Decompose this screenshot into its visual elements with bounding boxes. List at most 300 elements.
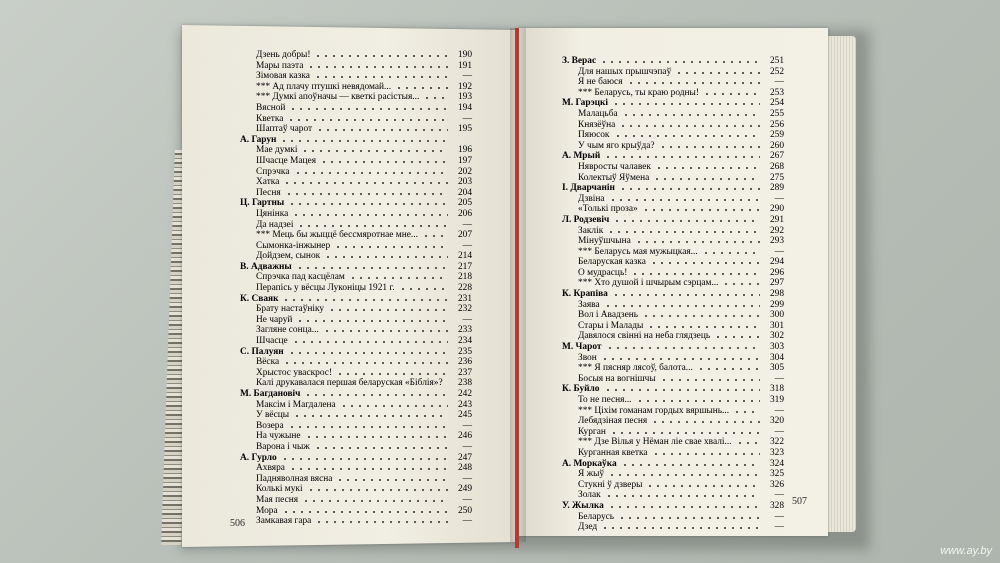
toc-entry-title: Заклік xyxy=(578,225,604,236)
toc-entry-row xyxy=(240,421,472,432)
toc-entry-title: Замкавая гара xyxy=(256,516,312,527)
dot-leader xyxy=(613,220,760,222)
dot-leader xyxy=(423,97,448,99)
toc-page-number: — xyxy=(462,219,472,230)
toc-entry-row xyxy=(240,304,472,315)
dot-leader xyxy=(608,474,760,476)
toc-entry-title: Беларусь xyxy=(578,511,615,522)
toc-entry-title: Я жыў xyxy=(578,469,605,480)
toc-author-name: М. Багдановіч xyxy=(240,389,301,399)
toc-page-number: 326 xyxy=(769,479,784,490)
toc-entry-title: *** Дзе Вілья у Нёман ліе свае хвалі... xyxy=(578,437,732,448)
dot-leader xyxy=(297,225,448,227)
toc-entry-title: Не чаруй xyxy=(256,314,293,325)
toc-entry-title: Дойдзем, сынок xyxy=(256,251,321,262)
toc-entry-row xyxy=(240,272,472,283)
dot-leader xyxy=(336,373,448,375)
dot-leader xyxy=(607,231,760,233)
toc-entry-row xyxy=(240,431,472,442)
toc-page-number: 297 xyxy=(769,278,784,289)
toc-entry-title: Спрэчка пад касцёлам xyxy=(256,272,345,283)
toc-entry-row xyxy=(562,236,784,247)
dot-leader xyxy=(631,273,760,275)
toc-entry-row xyxy=(562,437,784,448)
toc-entry-title: На чужыне xyxy=(256,431,301,442)
toc-author-row xyxy=(562,384,784,395)
toc-entry-title: Босыя на вогнішчы xyxy=(578,373,656,384)
dot-leader xyxy=(292,341,448,343)
toc-page-number: 192 xyxy=(457,81,472,92)
toc-page-number: 259 xyxy=(769,130,784,141)
left-toc xyxy=(240,50,472,527)
dot-leader xyxy=(328,309,448,311)
toc-page-number: — xyxy=(462,516,472,527)
dot-leader xyxy=(675,72,760,74)
toc-entry-title: Хрыстос уваскрос! xyxy=(256,367,333,378)
dot-leader xyxy=(733,411,760,413)
toc-page-number: 249 xyxy=(457,484,472,495)
toc-author-name: К. Крапіва xyxy=(562,289,608,300)
toc-author-name: М. Чарот xyxy=(562,342,602,353)
toc-entry-title: Вёска xyxy=(256,357,280,368)
dot-leader xyxy=(324,256,448,258)
toc-entry-row xyxy=(562,321,784,332)
toc-author-row xyxy=(240,198,472,209)
toc-author-name: У. Жылка xyxy=(562,500,604,511)
toc-entry-title: У вёсцы xyxy=(256,410,290,421)
toc-entry-title: То не песня... xyxy=(578,395,632,405)
toc-page-number: 233 xyxy=(457,325,472,336)
toc-page-number: 255 xyxy=(769,108,784,119)
toc-entry-title: Стары і Малады xyxy=(578,320,644,331)
toc-page-number: 246 xyxy=(457,431,472,442)
dot-leader xyxy=(652,453,760,455)
dot-leader xyxy=(627,82,760,84)
toc-entry-row xyxy=(240,325,472,336)
toc-entry-title: Шчасце xyxy=(256,336,288,347)
toc-author-name: М. Гарэцкі xyxy=(562,98,609,109)
toc-entry-row xyxy=(562,88,784,99)
toc-entry-row xyxy=(562,331,784,342)
toc-entry-title: Мае думкі xyxy=(256,145,298,156)
toc-entry-row xyxy=(562,204,784,215)
toc-entry-row xyxy=(240,114,472,125)
toc-page-number: — xyxy=(774,511,784,522)
dot-leader xyxy=(605,495,760,497)
dot-leader xyxy=(621,464,760,466)
dot-leader xyxy=(651,421,760,423)
toc-entry-row xyxy=(240,71,472,82)
toc-page-number: 234 xyxy=(457,336,472,347)
dot-leader xyxy=(609,199,760,201)
toc-page-number: 322 xyxy=(769,437,784,448)
toc-page-number: — xyxy=(774,193,784,204)
toc-entry-title: Да надзеі xyxy=(256,219,294,230)
dot-leader xyxy=(292,214,448,216)
toc-page-number: 236 xyxy=(457,357,472,368)
toc-page-number: 228 xyxy=(457,283,472,294)
dot-leader xyxy=(395,87,448,89)
toc-entry-row xyxy=(240,61,472,72)
toc-page-number: 203 xyxy=(457,177,472,188)
toc-page-number: — xyxy=(462,494,472,505)
toc-author-name: І. Дварчанін xyxy=(562,183,615,194)
toc-author-row xyxy=(240,294,472,305)
toc-page-number: 328 xyxy=(769,500,784,511)
toc-entry-title: *** Ціхім гоманам гордых вяршынь... xyxy=(578,405,730,416)
toc-entry-row xyxy=(562,162,784,173)
dot-leader xyxy=(320,161,448,163)
toc-page-number: 237 xyxy=(457,367,472,378)
dot-leader xyxy=(614,135,760,137)
toc-entry-row xyxy=(562,512,784,523)
toc-page-number: — xyxy=(462,240,472,251)
toc-entry-title: Вол і Авадзень xyxy=(578,310,639,321)
toc-entry-row xyxy=(240,484,472,495)
dot-leader xyxy=(653,178,760,180)
dot-leader xyxy=(604,389,760,391)
toc-entry-title: Вясной xyxy=(256,102,286,113)
toc-page-number: 217 xyxy=(457,261,472,272)
toc-entry-row xyxy=(562,363,784,374)
toc-entry-title: Мары паэта xyxy=(256,60,304,71)
toc-page-number: 296 xyxy=(769,267,784,278)
toc-entry-row xyxy=(240,220,472,231)
toc-author-name: А. Гурло xyxy=(240,452,277,463)
toc-entry-row xyxy=(562,109,784,120)
toc-page-number: 242 xyxy=(457,389,472,399)
toc-page-number: — xyxy=(774,426,784,437)
toc-page-number: 293 xyxy=(769,236,784,247)
toc-author-row xyxy=(562,501,784,512)
toc-page-number: 238 xyxy=(457,378,472,389)
toc-entry-title: Хатка xyxy=(256,177,280,188)
dot-leader xyxy=(606,347,760,349)
dot-leader xyxy=(722,283,760,285)
dot-leader xyxy=(714,336,760,338)
toc-page-number: 303 xyxy=(769,342,784,353)
dot-leader xyxy=(289,108,448,110)
dot-leader xyxy=(650,262,760,264)
toc-page-number: 205 xyxy=(457,198,472,209)
dot-leader xyxy=(612,103,760,105)
toc-author-row xyxy=(562,183,784,194)
toc-page-number: 298 xyxy=(769,289,784,300)
dot-leader xyxy=(601,527,760,529)
toc-page-number: 325 xyxy=(769,469,784,480)
toc-author-row xyxy=(562,289,784,300)
dot-leader xyxy=(301,150,448,152)
toc-page-number: 260 xyxy=(769,140,784,151)
dot-leader xyxy=(304,394,448,396)
toc-entry-row xyxy=(562,257,784,268)
dot-leader xyxy=(315,521,448,523)
toc-page-number: 323 xyxy=(769,447,784,458)
toc-page-number: 206 xyxy=(457,208,472,219)
toc-entry-title: Зімовая казка xyxy=(256,71,310,82)
toc-entry-title: *** Мець бы жыццё бессмяротнае мне... xyxy=(256,230,418,241)
toc-entry-title: Сымонка-інжынер xyxy=(256,240,331,251)
toc-page-number: 251 xyxy=(769,56,784,66)
toc-entry-title: Шаптаў чарот xyxy=(256,124,313,135)
toc-author-name: А. Гарун xyxy=(240,134,277,145)
toc-page-number: 256 xyxy=(769,119,784,130)
dot-leader xyxy=(336,479,448,481)
dot-leader xyxy=(305,436,448,438)
toc-page-number: — xyxy=(774,490,784,501)
dot-leader xyxy=(646,485,760,487)
toc-entry-title: Колькі мукі xyxy=(256,484,303,495)
toc-entry-title: Дзед xyxy=(578,522,598,533)
toc-page-number: — xyxy=(774,405,784,416)
dot-leader xyxy=(660,379,760,381)
toc-page-number: 196 xyxy=(457,145,472,156)
dot-leader xyxy=(314,447,448,449)
toc-entry-title: Цянінка xyxy=(256,208,289,219)
toc-page-number: 254 xyxy=(769,98,784,109)
toc-page-number: 232 xyxy=(457,304,472,315)
toc-entry-title: Песня xyxy=(256,187,281,198)
toc-page-number: 304 xyxy=(769,352,784,363)
toc-author-name: К. Буйло xyxy=(562,384,600,395)
page-edges xyxy=(826,36,856,532)
toc-entry-title: Дзвіна xyxy=(578,193,605,204)
toc-author-row xyxy=(240,347,472,358)
toc-entry-title: Малацьба xyxy=(578,108,618,119)
toc-entry-title: Золак xyxy=(578,490,601,501)
toc-author-row xyxy=(562,342,784,353)
toc-entry-title: Давялося свінні на неба глядзець xyxy=(578,331,711,342)
toc-entry-title: Варона і чыж xyxy=(256,441,310,452)
toc-page-number: — xyxy=(462,473,472,484)
toc-page-number: 245 xyxy=(457,410,472,421)
toc-entry-title: Максім і Магдалена xyxy=(256,399,336,410)
dot-leader xyxy=(288,426,448,428)
toc-entry-row xyxy=(562,374,784,385)
toc-entry-row xyxy=(240,177,472,188)
toc-entry-row xyxy=(562,67,784,78)
toc-entry-title: Перапісь у вёсцы Луконіцы 1921 г. xyxy=(256,283,395,294)
toc-page-number: 301 xyxy=(769,320,784,331)
dot-leader xyxy=(314,76,448,78)
toc-page-number: 320 xyxy=(769,416,784,427)
toc-entry-title: *** Беларусь мая мужыцкая... xyxy=(578,246,698,257)
dot-leader xyxy=(601,358,760,360)
toc-entry-row xyxy=(562,490,784,501)
toc-page-number: 218 xyxy=(457,272,472,283)
toc-entry-title: Нявросты чалавек xyxy=(578,161,651,172)
toc-entry-row xyxy=(240,251,472,262)
dot-leader xyxy=(655,167,760,169)
toc-entry-title: Колектыў Яўмена xyxy=(578,172,650,183)
toc-entry-title: Дзень добры! xyxy=(256,50,311,60)
dot-leader xyxy=(636,400,760,402)
toc-entry-title: «Толькі проза» xyxy=(578,204,638,215)
toc-author-name: Л. Родзевіч xyxy=(562,214,610,225)
dot-leader xyxy=(612,294,760,296)
dot-leader xyxy=(604,305,760,307)
dot-leader xyxy=(349,277,448,279)
toc-entry-title: Калі друкавалася першая беларуская «Біблія»? xyxy=(256,378,443,389)
dot-leader xyxy=(340,405,448,407)
dot-leader xyxy=(619,188,760,190)
dot-leader xyxy=(323,330,448,332)
toc-entry-row xyxy=(562,310,784,321)
toc-author-name: А. Мрый xyxy=(562,151,601,162)
toc-page-number: — xyxy=(462,441,472,452)
dot-leader xyxy=(642,209,760,211)
toc-page-number: 207 xyxy=(457,230,472,241)
toc-page-number: — xyxy=(774,246,784,257)
toc-entry-title: У чым яго крыўда? xyxy=(578,140,655,151)
toc-entry-title: *** Беларусь, ты краю родны! xyxy=(578,87,699,98)
dot-leader xyxy=(307,66,448,68)
dot-leader xyxy=(604,156,760,158)
toc-entry-title: Ахвяра xyxy=(256,463,285,474)
toc-page-number: 194 xyxy=(457,102,472,113)
toc-author-row xyxy=(240,389,472,400)
toc-entry-title: Мінуўшчына xyxy=(578,236,631,247)
toc-entry-row xyxy=(240,336,472,347)
dot-leader xyxy=(282,299,448,301)
toc-entry-row xyxy=(562,141,784,152)
toc-entry-title: О мудрасць! xyxy=(578,267,628,278)
toc-entry-title: Брату настаўніку xyxy=(256,304,325,315)
toc-entry-title: Князёўна xyxy=(578,119,616,130)
toc-entry-row xyxy=(240,124,472,135)
toc-entry-row xyxy=(562,120,784,131)
toc-page-number: 190 xyxy=(457,50,472,60)
toc-author-name: К. Сваяк xyxy=(240,293,279,304)
dot-leader xyxy=(610,432,760,434)
toc-author-name: З. Верас xyxy=(562,56,597,66)
toc-page-number: 247 xyxy=(457,452,472,463)
dot-leader xyxy=(447,383,448,385)
dot-leader xyxy=(619,125,760,127)
toc-page-number: 243 xyxy=(457,399,472,410)
toc-entry-row xyxy=(562,469,784,480)
dot-leader xyxy=(280,140,448,142)
toc-page-number: 291 xyxy=(769,214,784,225)
dot-leader xyxy=(289,468,448,470)
toc-author-name: Ц. Гартны xyxy=(240,198,285,209)
dot-leader xyxy=(281,458,448,460)
dot-leader xyxy=(296,267,448,269)
dot-leader xyxy=(697,368,760,370)
toc-page-number: 214 xyxy=(457,251,472,262)
toc-author-row xyxy=(562,98,784,109)
toc-page-number: 248 xyxy=(457,463,472,474)
toc-entry-row xyxy=(240,156,472,167)
toc-entry-row xyxy=(240,516,472,527)
toc-page-number: — xyxy=(774,373,784,384)
toc-entry-row xyxy=(240,463,472,474)
toc-page-number: — xyxy=(462,71,472,82)
toc-entry-row xyxy=(240,241,472,252)
toc-author-row xyxy=(562,459,784,470)
toc-entry-row xyxy=(240,442,472,453)
dot-leader xyxy=(287,119,448,121)
toc-entry-row xyxy=(240,495,472,506)
toc-entry-title: Шчасце Мацея xyxy=(256,155,317,166)
toc-page-number: 193 xyxy=(457,92,472,103)
toc-author-row xyxy=(562,56,784,67)
toc-author-row xyxy=(240,453,472,464)
dot-leader xyxy=(618,517,760,519)
toc-entry-row xyxy=(240,209,472,220)
toc-page-number: — xyxy=(462,420,472,431)
toc-entry-title: Беларуская казка xyxy=(578,257,646,268)
toc-entry-title: Курганная кветка xyxy=(578,447,648,458)
dot-leader xyxy=(622,114,760,116)
toc-entry-row xyxy=(562,226,784,237)
toc-page-number: 197 xyxy=(457,155,472,166)
toc-entry-row xyxy=(240,167,472,178)
toc-page-number: — xyxy=(774,77,784,88)
toc-page-number: 267 xyxy=(769,151,784,162)
dot-leader xyxy=(293,415,448,417)
right-toc xyxy=(562,56,784,533)
dot-leader xyxy=(399,288,448,290)
toc-entry-title: Кветка xyxy=(256,113,284,124)
toc-entry-row xyxy=(562,194,784,205)
toc-entry-row xyxy=(562,130,784,141)
toc-author-row xyxy=(240,262,472,273)
dot-leader xyxy=(307,489,448,491)
right-page-number: 507 xyxy=(792,496,807,507)
dot-leader xyxy=(283,182,448,184)
toc-entry-row xyxy=(240,145,472,156)
toc-page-number: — xyxy=(774,522,784,533)
toc-entry-row xyxy=(240,283,472,294)
toc-entry-row xyxy=(562,300,784,311)
dot-leader xyxy=(288,352,448,354)
dot-leader xyxy=(285,193,448,195)
toc-page-number: 231 xyxy=(457,293,472,304)
toc-page-number: 235 xyxy=(457,346,472,357)
toc-entry-row xyxy=(240,50,472,61)
toc-entry-row xyxy=(240,188,472,199)
toc-page-number: — xyxy=(462,314,472,325)
toc-entry-row xyxy=(240,400,472,411)
toc-page-number: 292 xyxy=(769,225,784,236)
left-page-number: 506 xyxy=(230,518,245,529)
toc-page-number: 202 xyxy=(457,166,472,177)
toc-page-number: 300 xyxy=(769,310,784,321)
toc-entry-row xyxy=(240,410,472,421)
dot-leader xyxy=(334,246,448,248)
toc-entry-row xyxy=(562,278,784,289)
toc-page-number: 252 xyxy=(769,66,784,77)
toc-entry-row xyxy=(562,522,784,533)
toc-author-name: С. Палуян xyxy=(240,346,284,357)
dot-leader xyxy=(316,129,448,131)
toc-entry-row xyxy=(240,506,472,517)
toc-entry-title: *** Я пясняр лясоў, балота... xyxy=(578,363,693,374)
toc-author-name: А. Моркаўка xyxy=(562,458,617,469)
toc-entry-row xyxy=(562,480,784,491)
toc-page-number: 253 xyxy=(769,87,784,98)
toc-entry-title: Загляне сонца... xyxy=(256,325,319,336)
toc-entry-row xyxy=(240,378,472,389)
toc-entry-title: Курган xyxy=(578,426,606,437)
toc-author-name: В. Адважны xyxy=(240,261,292,272)
toc-entry-title: Мая песня xyxy=(256,494,299,505)
toc-entry-title: Мора xyxy=(256,505,278,516)
dot-leader xyxy=(702,252,760,254)
toc-page-number: 294 xyxy=(769,257,784,268)
dot-leader xyxy=(296,320,448,322)
